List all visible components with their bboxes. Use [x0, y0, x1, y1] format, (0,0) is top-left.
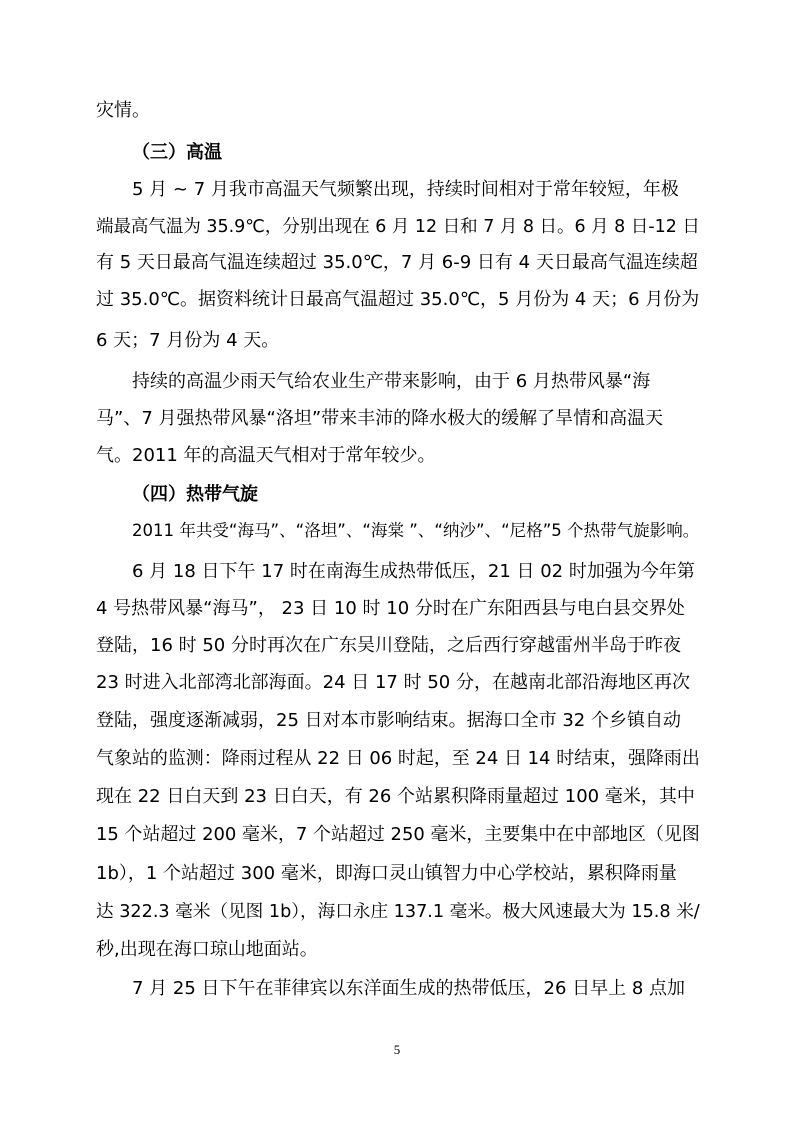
text-line: 7 月 25 日下午在菲律宾以东洋面生成的热带低压，26 日早上 8 点加	[132, 978, 686, 999]
text-line: 15 个站超过 200 毫米，7 个站超过 250 毫米，主要集中在中部地区（见图	[96, 824, 700, 845]
text-line: 气象站的监测：降雨过程从 22 日 06 时起，至 24 日 14 时结束，强降雨出	[96, 748, 700, 769]
page-number: 5	[393, 1042, 401, 1057]
section-heading-high-temperature: （三）高温	[132, 142, 222, 163]
text-line: 秒,出现在海口琼山地面站。	[96, 939, 318, 960]
text-line: 5 月 ~ 7 月我市高温天气频繁出现，持续时间相对于常年较短，年极	[132, 179, 679, 200]
text-line: 达 322.3 毫米（见图 1b），海口永庄 137.1 毫米。极大风速最大为 15.8 米/	[96, 902, 700, 922]
text-line: 现在 22 日白天到 23 日白天，有 26 个站累积降雨量超过 100 毫米，其中	[96, 786, 695, 807]
text-line: 灾情。	[96, 100, 150, 121]
text-line: 6 月 18 日下午 17 时在南海生成热带低压，21 日 02 时加强为今年第	[132, 561, 695, 582]
text-line: 气。2011 年的高温天气相对于常年较少。	[96, 445, 436, 466]
text-line: 端最高气温为 35.9℃，分别出现在 6 月 12 日和 7 月 8 日。6 月 8 日-12 日	[96, 217, 700, 237]
section-heading-tropical-cyclone: （四）热带气旋	[132, 484, 258, 505]
text-line: 1b），1 个站超过 300 毫米，即海口灵山镇智力中心学校站，累积降雨量	[96, 863, 677, 884]
text-line: 4 号热带风暴“海马”， 23 日 10 时 10 分时在广东阳西县与电白县交界处	[96, 598, 685, 619]
text-line: 登陆，强度逐渐减弱，25 日对本市影响结束。据海口全市 32 个乡镇自动	[96, 710, 681, 731]
text-line: 持续的高温少雨天气给农业生产带来影响，由于 6 月热带风暴“海	[132, 371, 651, 392]
text-line: 2011 年共受“海马”、“洛坦”、“海棠 ”、“纳沙”、“尼格”5 个热带气旋影响。	[132, 521, 700, 540]
text-line: 过 35.0℃。据资料统计日最高气温超过 35.0℃，5 月份为 4 天；6 月份为	[96, 289, 700, 310]
text-line: 登陆，16 时 50 分时再次在广东吴川登陆，之后西行穿越雷州半岛于昨夜	[96, 635, 681, 656]
text-line: 6 天；7 月份为 4 天。	[96, 330, 280, 351]
text-line: 马”、7 月强热带风暴“洛坦”带来丰沛的降水极大的缓解了旱情和高温天	[96, 408, 664, 429]
text-line: 23 时进入北部湾北部海面。24 日 17 时 50 分，在越南北部沿海地区再次	[96, 672, 690, 693]
text-line: 有 5 天日最高气温连续超过 35.0℃，7 月 6-9 日有 4 天日最高气温连续超	[96, 252, 698, 273]
